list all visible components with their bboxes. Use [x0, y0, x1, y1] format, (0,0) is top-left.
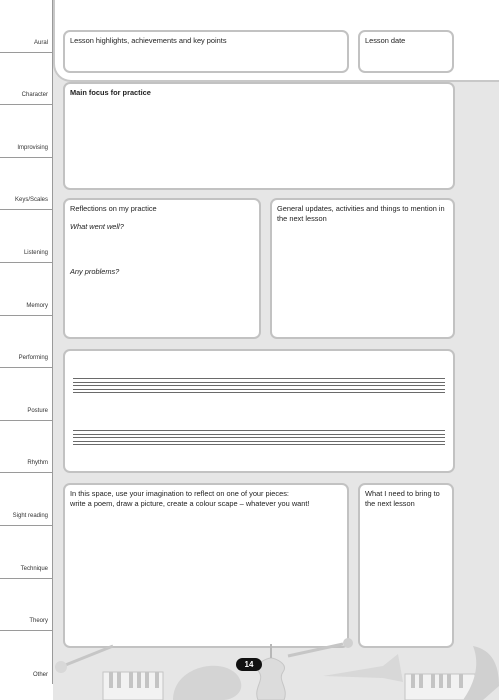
tab-technique[interactable] [0, 526, 53, 579]
lesson-date-box[interactable] [358, 30, 454, 73]
tab-posture[interactable] [0, 368, 53, 421]
tab-sight-reading[interactable] [0, 473, 53, 526]
instrument-decoration [53, 636, 499, 700]
updates-label: General updates, activities and things to mention in the next lesson [277, 204, 445, 223]
highlights-label: Lesson highlights, achievements and key points [70, 36, 227, 45]
imagination-box[interactable] [63, 483, 349, 648]
tab-label: Posture [27, 407, 48, 414]
tab-performing[interactable] [0, 316, 53, 369]
updates-box[interactable] [270, 198, 455, 339]
imagination-line-2: write a poem, draw a picture, create a colour scape – whatever you want! [70, 498, 310, 508]
tab-label: Keys/Scales [14, 197, 48, 204]
lesson-date-label: Lesson date [365, 36, 406, 45]
staff-box[interactable] [63, 349, 455, 473]
tab-label: Improvising [17, 144, 48, 151]
problems-label: Any problems? [70, 267, 120, 276]
tab-label: Technique [20, 565, 48, 572]
tab-label: Listening [23, 249, 48, 256]
tab-label: Sight reading [12, 512, 48, 519]
highlights-box[interactable] [63, 30, 349, 73]
tab-listening[interactable] [0, 210, 53, 263]
tab-other[interactable] [0, 631, 53, 684]
focus-box[interactable] [63, 82, 455, 190]
bring-box[interactable] [358, 483, 454, 648]
reflections-box[interactable] [63, 198, 261, 339]
focus-label: Main focus for practice [70, 88, 151, 97]
tab-character[interactable] [0, 53, 53, 106]
tab-improvising[interactable] [0, 105, 53, 158]
tab-label: Other [32, 671, 48, 678]
tab-memory[interactable] [0, 263, 53, 316]
tab-label: Rhythm [27, 460, 48, 467]
page-number: 14 [236, 658, 262, 671]
went-well-label: What went well? [70, 222, 124, 231]
imagination-line-1: In this space, use your imagination to reflect on one of your pieces: [70, 489, 289, 498]
tab-theory[interactable] [0, 579, 53, 632]
music-staff-2 [73, 430, 445, 448]
section-tabs [0, 0, 53, 700]
tab-label: Theory [29, 618, 48, 625]
tab-label: Performing [18, 355, 48, 362]
music-staff-1 [73, 378, 445, 396]
tab-rhythm[interactable] [0, 421, 53, 474]
bring-label: What I need to bring to the next lesson [365, 489, 440, 508]
tab-label: Memory [26, 302, 48, 309]
tab-label: Aural [33, 39, 48, 46]
tab-label: Character [21, 92, 48, 99]
imagination-label [70, 489, 342, 508]
reflections-label: Reflections on my practice [70, 204, 157, 213]
tab-keys-scales[interactable] [0, 158, 53, 211]
tab-aural[interactable] [0, 0, 53, 53]
